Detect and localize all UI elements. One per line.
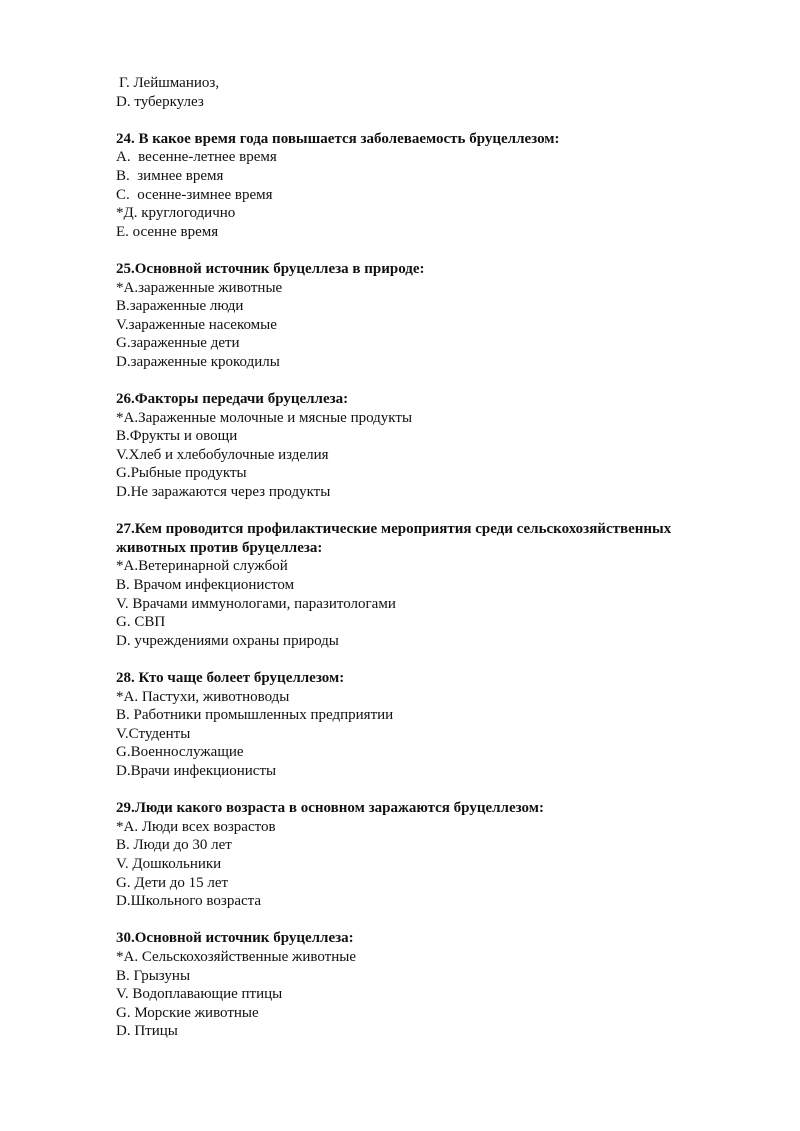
option-line: G. Морские животные xyxy=(116,1004,259,1021)
option-line: Г. Лейшманиоз, xyxy=(119,75,220,91)
option-line: D. Птицы xyxy=(116,1023,178,1040)
question-28 xyxy=(116,669,736,781)
option-line: *A.Зараженные молочные и мясные продукты xyxy=(116,409,413,426)
question-26 xyxy=(116,390,736,502)
option-line: G. СВП xyxy=(116,614,166,631)
option-line: *Д. круглогодично xyxy=(116,205,236,222)
option-line: E. осенне время xyxy=(116,223,219,240)
option-line: *A. Люди всех возрастов xyxy=(116,818,276,835)
question-25 xyxy=(116,260,736,372)
option-line: D. туберкулез xyxy=(116,93,204,110)
option-line: *A. Пастухи, животноводы xyxy=(116,688,290,705)
option-line: V.Хлеб и хлебобулочные изделия xyxy=(116,446,329,463)
option-line: D.Не заражаются через продукты xyxy=(116,484,331,501)
option-line: G.зараженные дети xyxy=(116,335,240,352)
option-line: C. осенне-зимнее время xyxy=(116,186,273,203)
option-line: V.Студенты xyxy=(116,725,191,742)
option-line: D.зараженные крокодилы xyxy=(116,353,280,370)
question-title: 24. В какое время года повышается заболеваемость бруцеллезом: xyxy=(116,130,560,147)
option-line: G. Дети до 15 лет xyxy=(116,874,229,891)
option-line: V.зараженные насекомые xyxy=(116,316,277,333)
option-line: D. учреждениями охраны природы xyxy=(116,632,339,649)
option-line: B.зараженные люди xyxy=(116,298,244,315)
option-line: *A.Ветеринарной службой xyxy=(116,558,288,575)
option-line: V. Водоплавающие птицы xyxy=(116,986,283,1003)
option-line: G.Рыбные продукты xyxy=(116,465,247,482)
document-page xyxy=(116,74,736,1059)
question-title: 28. Кто чаще болеет бруцеллезом: xyxy=(116,670,345,686)
option-line: B. Врачом инфекционистом xyxy=(116,577,295,594)
question-29 xyxy=(116,799,736,911)
question-24 xyxy=(116,130,736,242)
question-title: 30.Основной источник бруцеллеза: xyxy=(116,930,354,947)
option-line: *A. Сельскохозяйственные животные xyxy=(116,948,356,965)
question-title: 29.Люди какого возраста в основном заражаются бруцеллезом: xyxy=(116,800,544,817)
option-line: B. Грызуны xyxy=(116,967,191,984)
option-line: V. Дошкольники xyxy=(116,855,222,872)
option-line: D.Врачи инфекционисты xyxy=(116,762,277,779)
question-title: 26.Факторы передачи бруцеллеза: xyxy=(116,391,349,408)
option-line: *A.зараженные животные xyxy=(116,279,283,296)
option-line: V. Врачами иммунологами, паразитологами xyxy=(116,595,396,612)
option-line: B. зимнее время xyxy=(116,167,224,184)
option-line: G.Военнослужащие xyxy=(116,744,244,761)
option-line: A. весенне-летнее время xyxy=(116,149,277,166)
question-27 xyxy=(116,520,736,650)
carryover-options xyxy=(116,74,736,111)
question-title: 27.Кем проводится профилактические мероприятия среди сельскохозяйственных животных против бруцеллеза: xyxy=(116,521,672,556)
option-line: B. Люди до 30 лет xyxy=(116,837,232,854)
option-line: B. Работники промышленных предприятии xyxy=(116,707,394,724)
option-line: D.Школьного возраста xyxy=(116,893,262,910)
option-line: B.Фрукты и овощи xyxy=(116,428,238,445)
question-title: 25.Основной источник бруцеллеза в природе: xyxy=(116,260,425,277)
question-30 xyxy=(116,929,736,1041)
